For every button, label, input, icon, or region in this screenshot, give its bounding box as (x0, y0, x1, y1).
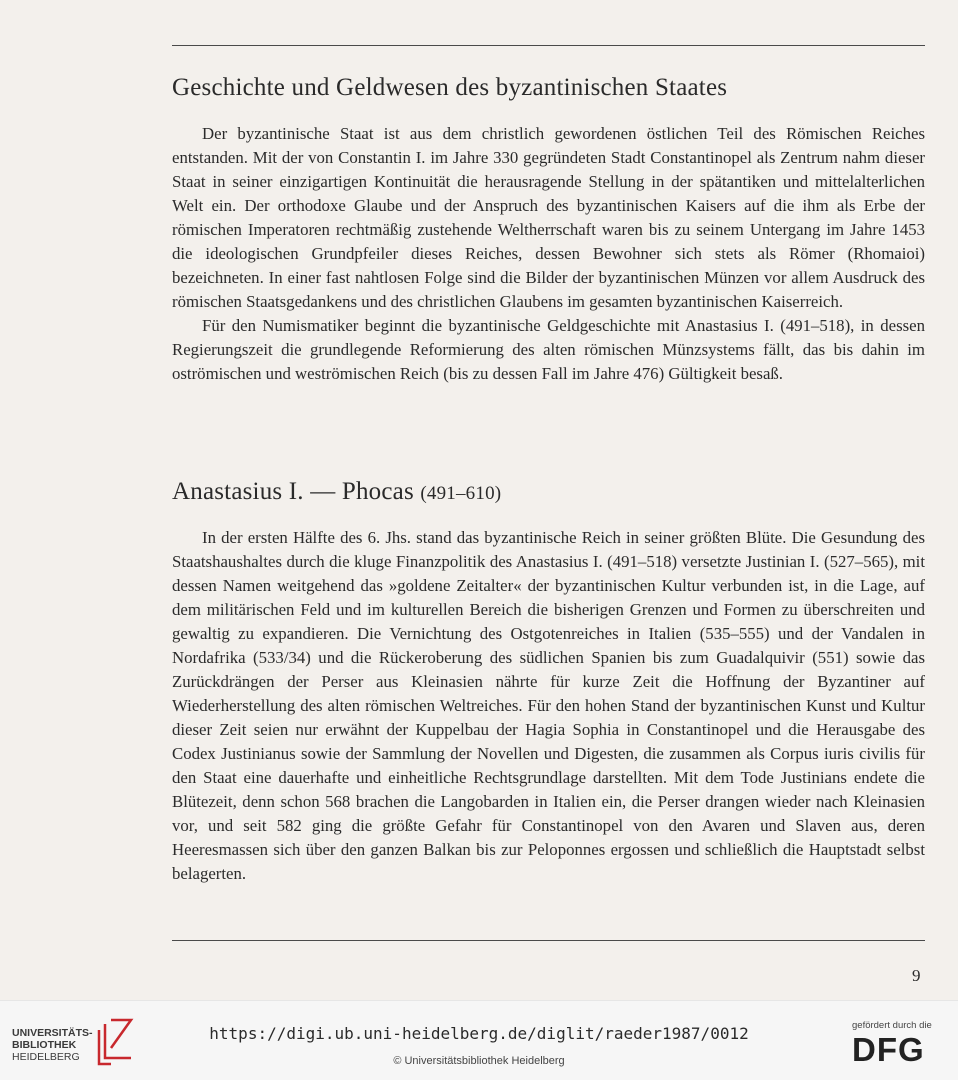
section-title-anastasius-phocas (172, 478, 501, 506)
paragraph-1: Der byzantinische Staat ist aus dem christlich gewordenen östlichen Teil des Römischen Reiches entstanden. Mit der von Constantin I. im Jahre 330 gegründeten Stadt Constantinopel als Zentrum nahm dieser Staat in seiner einzigartigen Kontinuität die herausragende Stellung in der spätantiken und mittelalterlichen Welt ein. Der orthodoxe Glaube und der Anspruch des byzantinischen Kaisers auf die ihm als Erbe der römischen Imperatoren rechtmäßig zustehende Weltherrschaft waren bis zu seinem Untergang im Jahre 1453 die ideologischen Grundpfeiler dieses Reiches, dessen Bewohner sich stets als Römer (Rhomaioi) bezeichneten. In einer fast nahtlosen Folge sind die Bilder der byzantinischen Münzen vor allem Ausdruck des römischen Staatsgedankens und des christlichen Glaubens im gesamten byzantinischen Kaiserreich. (172, 124, 925, 311)
bottom-rule (172, 940, 925, 941)
paragraph-3: In der ersten Hälfte des 6. Jhs. stand das byzantinische Reich in seiner größten Blüte. Die Gesundung des Staatshaushaltes durch die kluge Finanzpolitik des Anastasius I. (491–518) versetzte Justinian I. (527–565), mit dessen Namen weitgehend das »goldene Zeitalter« der byzantinischen Kultur verbunden ist, in die Lage, auf dem militärischen Feld und im kulturellen Bereich die bisherigen Grenzen und Formen zu überschreiten und gewaltig zu expandieren. Die Vernichtung des Ostgotenreiches in Italien (535–555) und der Vandalen in Nordafrika (533/34) und die Rückeroberung des südlichen Spanien bis zum Guadalquivir (551) sowie das Zurückdrängen der Perser aus Kleinasien nährte für kurze Zeit die Hoffnung der Byzantiner auf Wiederherstellung des alten römischen Weltreiches. Für den hohen Stand der byzantinischen Kunst und Kultur dieser Zeit seien nur erwähnt der Kuppelbau der Hagia Sophia in Constantinopel und die Herausgabe des Codex Justinianus sowie der Sammlung der Novellen und Digesten, die zusammen als Corpus iuris civilis für den Staat eine dauerhafte und einheitliche Rechtsgrundlage darstellten. Mit dem Tode Justinians endete die Blütezeit, denn schon 568 brachen die Langobarden in Italien ein, die Perser drangen wieder nach Kleinasien vor, und seit 582 ging die größte Gefahr für Constantinopel von den Avaren und Slaven aus, deren Heeresmassen sich über den ganzen Balkan bis zur Peloponnes ergossen und schließlich die Hauptstadt selbst belagerten. (172, 528, 925, 883)
section-title-byzantine-state: Geschichte und Geldwesen des byzantinischen Staates (172, 74, 728, 101)
paragraph-2: Für den Numismatiker beginnt die byzantinische Geldgeschichte mit Anastasius I. (491–518), in dessen Regierungszeit die grundlegende Reformierung des alten römischen Münzsystems fällt, das bis dahin im oströmischen und weströmischen Reich (bis zu dessen Fall im Jahre 476) Gültigkeit besaß. (172, 316, 925, 383)
top-rule (172, 45, 925, 46)
permalink-url[interactable]: https://digi.ub.uni-heidelberg.de/diglit/raeder1987/0012 (209, 1024, 749, 1043)
section2-body (172, 526, 925, 886)
library-name-line2: BIBLIOTHEK (12, 1039, 77, 1051)
section1-body (172, 122, 925, 386)
section2-title-text: Anastasius I. — Phocas (172, 478, 414, 505)
copyright-notice: © Universitätsbibliothek Heidelberg (393, 1055, 565, 1067)
section2-years: (491–610) (420, 483, 502, 504)
dfg-logo[interactable]: DFG (852, 1031, 925, 1068)
funding-label: gefördert durch die (852, 1020, 932, 1031)
library-name-line3: HEIDELBERG (12, 1051, 80, 1063)
library-name-line1: UNIVERSITÄTS- (12, 1027, 93, 1039)
page-number: 9 (912, 966, 921, 985)
